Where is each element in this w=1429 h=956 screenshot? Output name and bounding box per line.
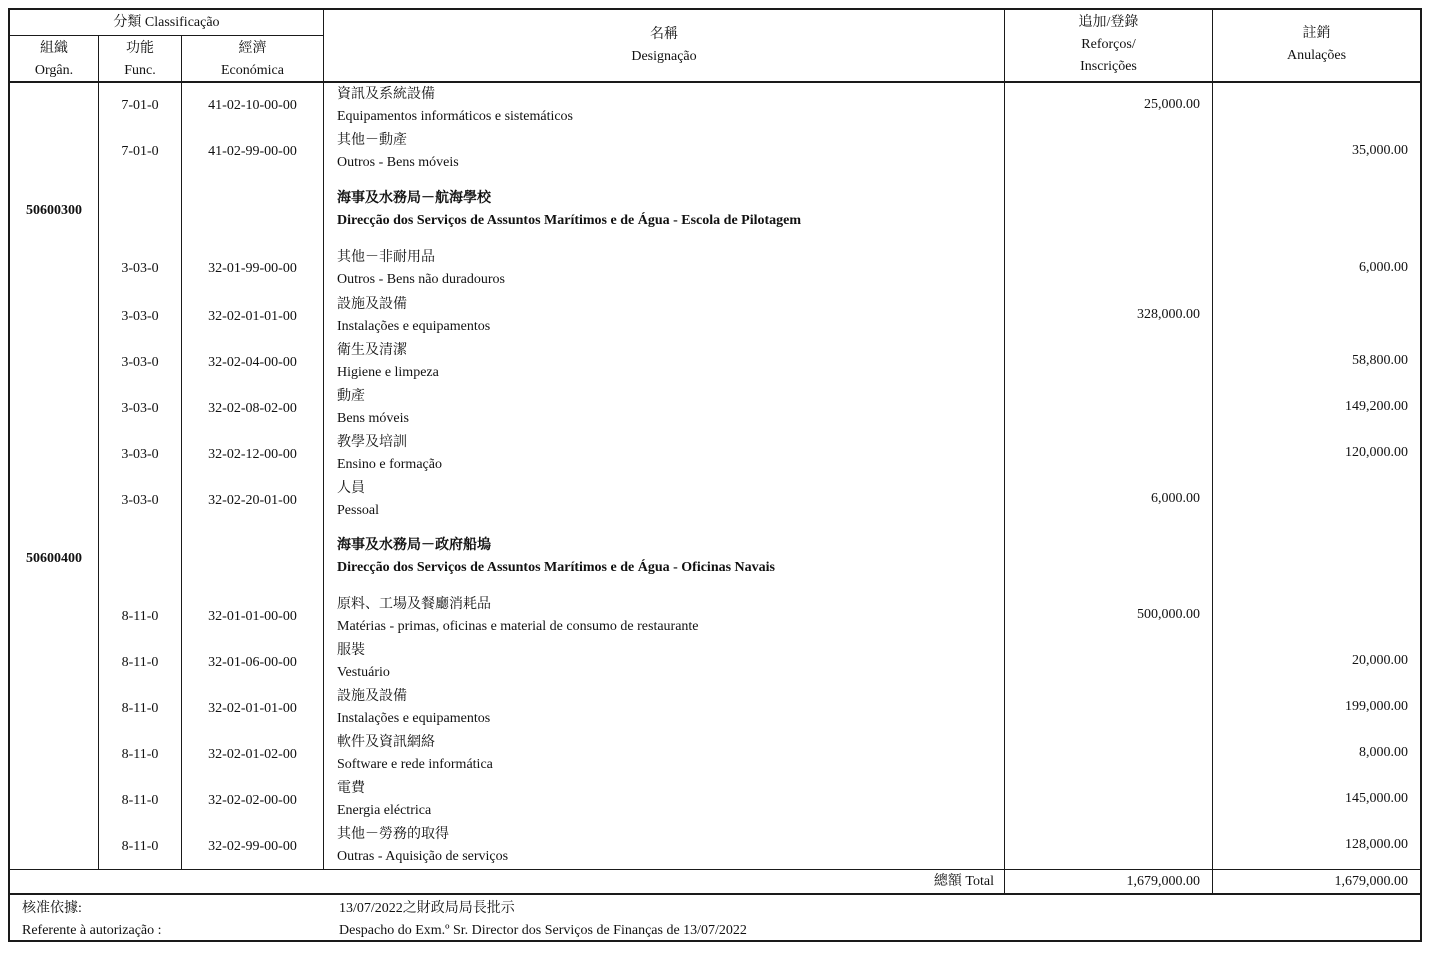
econ-code: 32-02-01-01-00 [208,701,297,716]
cancel-amount: 120,000.00 [1345,445,1408,460]
designation-header-zh: 名稱 [650,27,678,42]
total-bottom-rule [8,893,1422,895]
reinforce-amount: 6,000.00 [1151,491,1200,506]
item-name-pt: Outros - Bens móveis [337,155,459,170]
cancel-amount: 20,000.00 [1352,653,1408,668]
econ-header-zh: 經濟 [238,41,267,56]
item-name-zh: 原料、工場及餐廳消耗品 [337,597,491,612]
cancel-header-zh: 註銷 [1302,26,1331,41]
item-name-pt: Matérias - primas, oficinas e material de consumo de restaurante [337,619,699,634]
item-name-zh: 其他－非耐用品 [337,250,435,265]
econ-code: 32-01-99-00-00 [208,261,297,276]
item-name-zh: 設施及設備 [337,297,407,312]
econ-header-pt: Económica [221,63,284,78]
econ-code: 41-02-10-00-00 [208,98,297,113]
econ-code: 32-02-04-00-00 [208,355,297,370]
item-name-zh: 人員 [337,481,365,496]
func-code: 3-03-0 [121,355,159,370]
econ-code: 32-02-20-01-00 [208,493,297,508]
cancel-header-pt: Anulações [1286,48,1347,63]
func-header-pt: Func. [124,63,156,78]
item-name-zh: 其他－勞務的取得 [337,827,449,842]
authorization-text-pt: Despacho do Exm.º Sr. Director dos Serviços de Finanças de 13/07/2022 [339,923,747,938]
table-right-border [1420,8,1422,942]
item-name-pt: Equipamentos informáticos e sistemáticos [337,109,574,124]
organ-name-pt: Direcção dos Serviços de Assuntos Marítimos e de Água - Escola de Pilotagem [337,213,802,228]
item-name-pt: Software e rede informática [337,757,493,772]
item-name-pt: Bens móveis [337,411,409,426]
reinforce-amount: 25,000.00 [1144,97,1200,112]
classification-rule [8,35,324,36]
reinforce-header-zh: 追加/登錄 [1078,15,1139,30]
item-name-pt: Outras - Aquisição de serviços [337,849,509,864]
organ-header-zh: 組織 [40,41,68,56]
func-code: 8-11-0 [121,701,159,716]
item-name-zh: 設施及設備 [337,689,407,704]
reinforce-header-pt1: Reforços/ [1081,37,1136,52]
item-name-zh: 軟件及資訊網絡 [337,735,435,750]
func-code: 8-11-0 [121,655,159,670]
cancel-amount: 149,200.00 [1345,399,1408,414]
classification-header: 分類 Classificação [113,15,220,30]
reinforce-amount: 500,000.00 [1137,607,1200,622]
econ-code: 32-02-08-02-00 [208,401,297,416]
organ-name-pt: Direcção dos Serviços de Assuntos Marítimos e de Água - Oficinas Navais [337,560,775,575]
item-name-pt: Ensino e formação [337,457,442,472]
econ-code: 32-02-01-01-00 [208,309,297,324]
item-name-zh: 資訊及系統設備 [337,87,435,102]
table-bottom-border [8,940,1422,942]
econ-code: 32-01-06-00-00 [208,655,297,670]
item-name-zh: 衛生及清潔 [337,343,407,358]
designation-header-pt: Designação [631,49,697,64]
item-name-zh: 其他－動產 [337,133,407,148]
organ-header-pt: Orgân. [34,63,74,78]
item-name-pt: Outros - Bens não duradouros [337,272,505,287]
item-name-zh: 電費 [337,781,365,796]
total-top-rule [8,869,1422,870]
table-top-border [8,8,1422,10]
func-code: 3-03-0 [121,309,159,324]
func-code: 3-03-0 [121,261,159,276]
total-reinforce: 1,679,000.00 [1126,874,1200,889]
cancel-amount: 35,000.00 [1352,143,1408,158]
header-bottom-rule [8,81,1422,83]
item-name-zh: 動產 [337,389,365,404]
func-code: 7-01-0 [121,98,159,113]
func-code: 8-11-0 [121,747,159,762]
econ-code: 32-02-99-00-00 [208,839,297,854]
authorization-text-zh: 13/07/2022之財政局局長批示 [339,901,515,916]
authorization-label-zh: 核准依據: [22,901,82,916]
item-name-zh: 教學及培訓 [337,435,407,450]
func-code: 3-03-0 [121,493,159,508]
econ-code: 32-02-02-00-00 [208,793,297,808]
econ-code: 41-02-99-00-00 [208,144,297,159]
item-name-zh: 服裝 [337,643,365,658]
cancel-amount: 6,000.00 [1359,260,1408,275]
econ-code: 32-02-01-02-00 [208,747,297,762]
func-code: 3-03-0 [121,401,159,416]
func-code: 8-11-0 [121,609,159,624]
total-label: 總額 Total [933,874,994,889]
item-name-pt: Higiene e limpeza [337,365,439,380]
authorization-label-pt: Referente à autorização : [22,923,162,938]
item-name-pt: Instalações e equipamentos [337,711,491,726]
table-left-border [8,8,10,942]
organ-name-zh: 海事及水務局－航海學校 [337,191,491,206]
cancel-amount: 199,000.00 [1345,699,1408,714]
organ-code: 50600300 [26,203,82,218]
func-code: 8-11-0 [121,839,159,854]
organ-code: 50600400 [26,551,82,566]
econ-code: 32-01-01-00-00 [208,609,297,624]
col-divider-reinforce [1004,8,1005,895]
reinforce-amount: 328,000.00 [1137,307,1200,322]
cancel-amount: 128,000.00 [1345,837,1408,852]
reinforce-header-pt2: Inscrições [1080,59,1137,74]
cancel-amount: 145,000.00 [1345,791,1408,806]
item-name-pt: Vestuário [337,665,390,680]
total-cancel: 1,679,000.00 [1334,874,1408,889]
econ-code: 32-02-12-00-00 [208,447,297,462]
col-divider-designation [323,8,324,870]
func-code: 8-11-0 [121,793,159,808]
func-header-zh: 功能 [126,41,154,56]
cancel-amount: 58,800.00 [1352,353,1408,368]
organ-name-zh: 海事及水務局－政府船塢 [337,538,491,553]
cancel-amount: 8,000.00 [1359,745,1408,760]
func-code: 3-03-0 [121,447,159,462]
item-name-pt: Energia eléctrica [337,803,432,818]
func-code: 7-01-0 [121,144,159,159]
item-name-pt: Pessoal [337,503,379,518]
item-name-pt: Instalações e equipamentos [337,319,491,334]
